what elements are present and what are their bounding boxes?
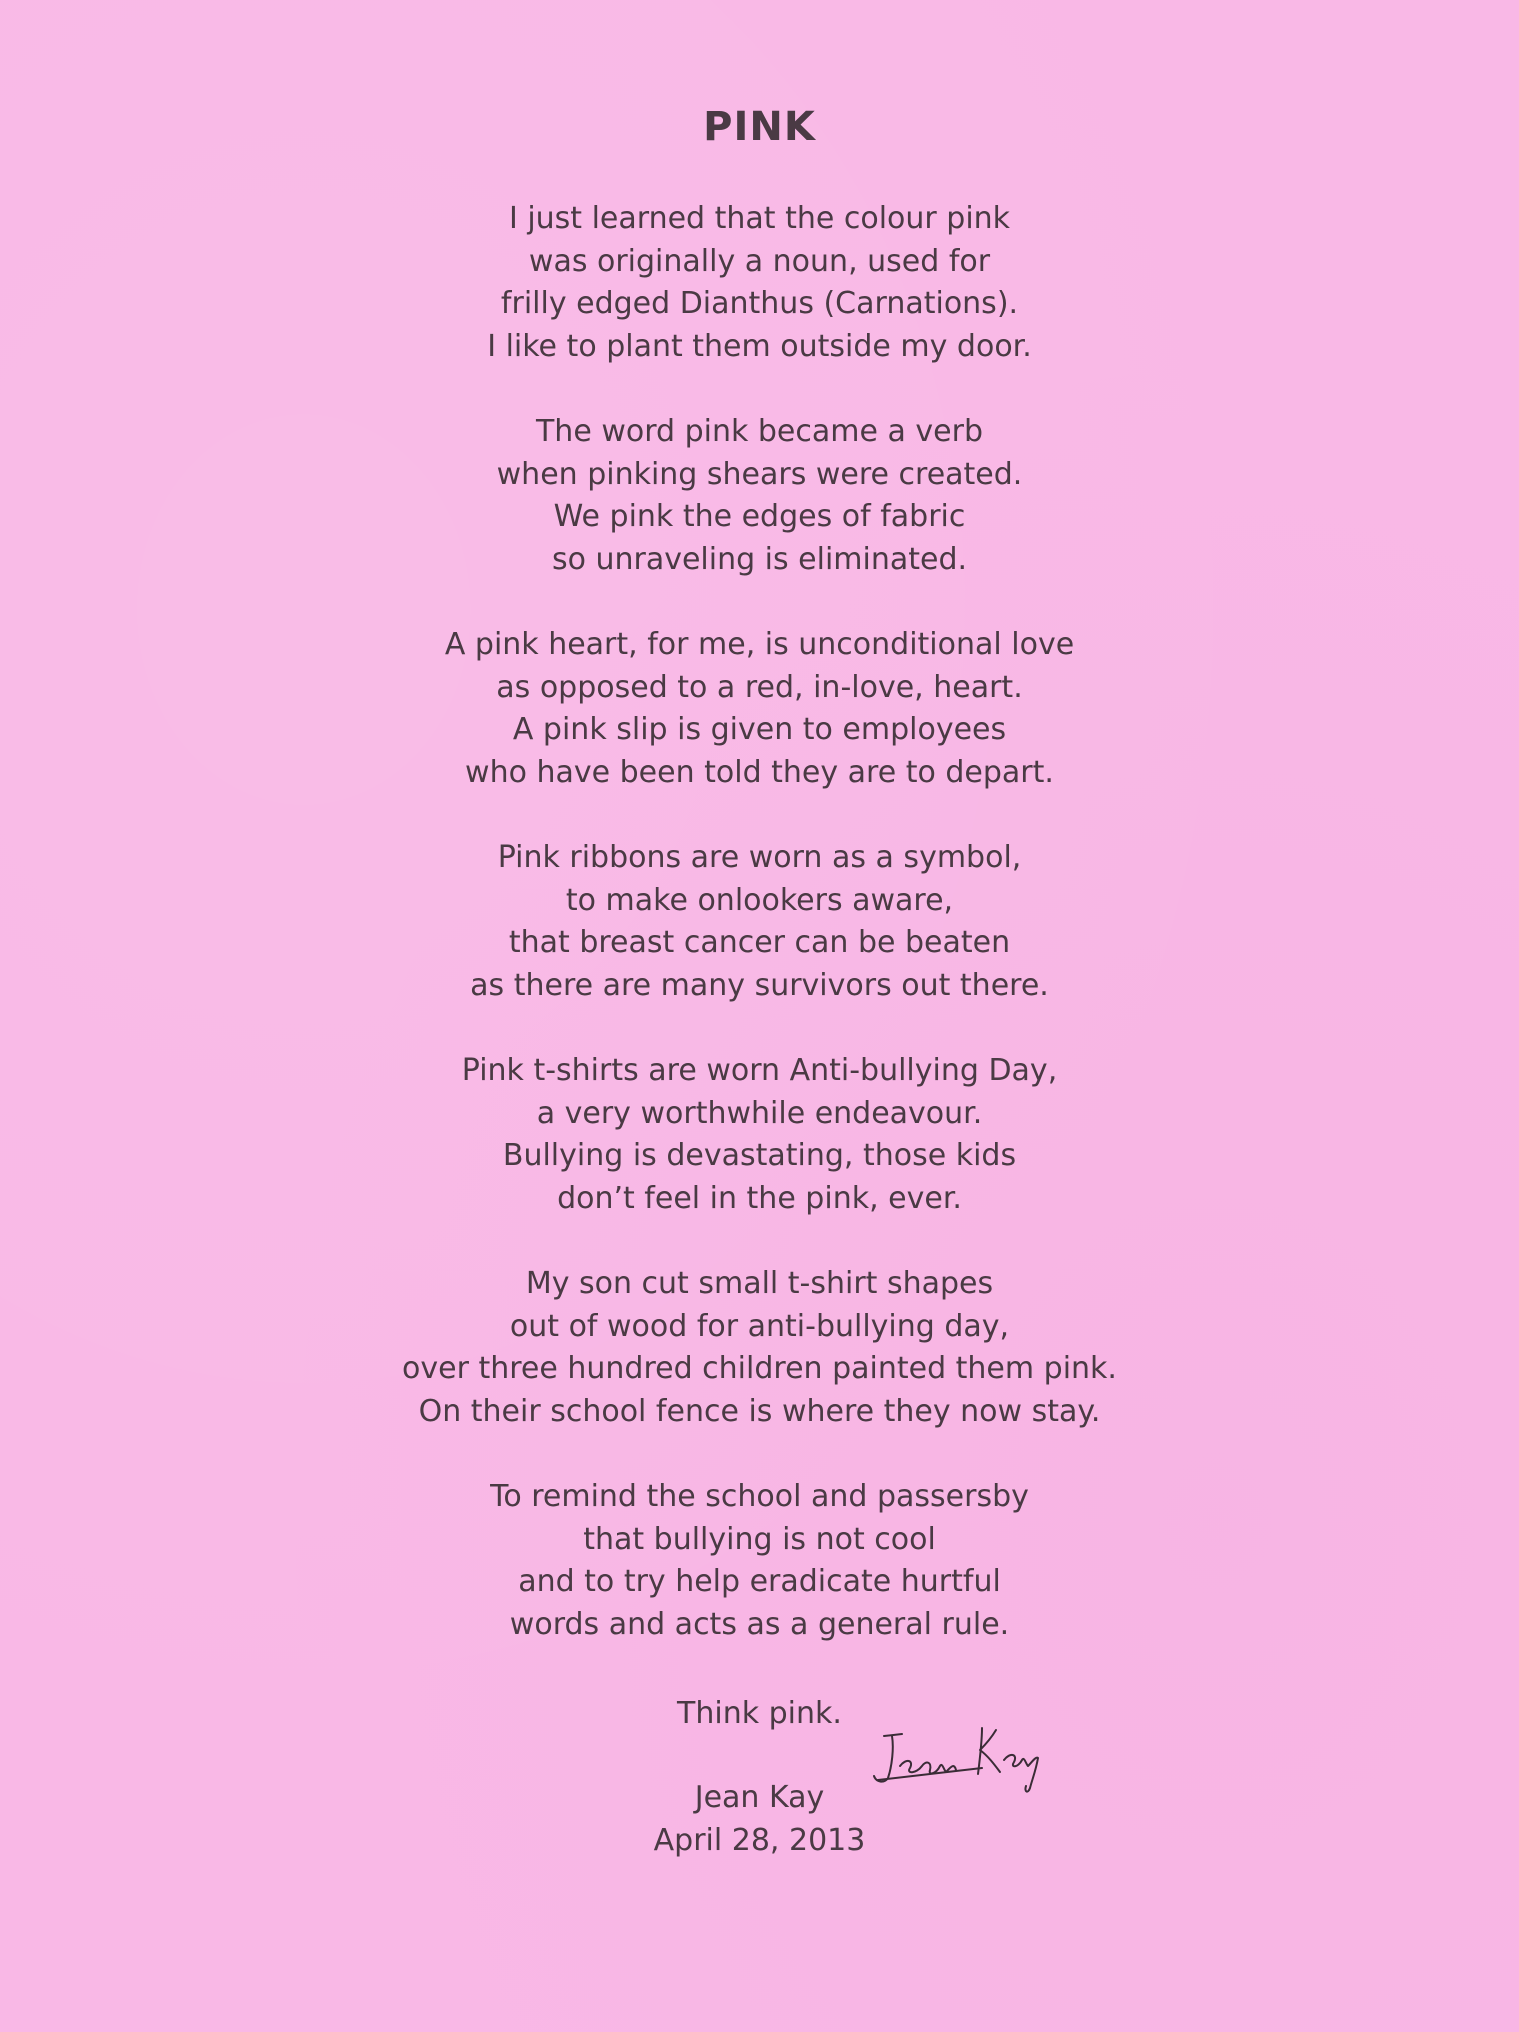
closing-line [0,1693,1519,1736]
poem-line: My son cut small t-shirt shapes [525,1266,994,1301]
poem-line: A pink heart, for me, is unconditional love [444,627,1075,662]
poem-line: On their school fence is where they now stay. [418,1393,1101,1429]
author-name: Jean Kay [694,1780,825,1815]
stanza-1 [0,198,1519,368]
stanza-2 [0,411,1519,581]
poem-line: as opposed to a red, in-love, heart. [496,669,1023,705]
poem-line: and to try help eradicate hurtful [518,1564,1001,1599]
poem-line: Pink t-shirts are worn Anti-bullying Day, [461,1053,1058,1088]
poem-line: The word pink became a verb [535,414,983,449]
closing-text: Think pink. [677,1696,842,1731]
poem-title: PINK [703,104,816,150]
poem-line: to make onlookers aware, [565,882,954,918]
poem-line: was originally a noun, used for [528,243,991,279]
poem-line: words and acts as a general rule. [509,1606,1010,1642]
poem-line: frilly edged Dianthus (Carnations). [500,286,1019,321]
poem-line: don’t feel in the pink, ever. [557,1180,962,1216]
poem-line: so unraveling is eliminated. [551,541,968,577]
stanza-6 [0,1263,1519,1433]
poem-line: a very worthwhile endeavour. [536,1095,983,1131]
poem-line: I just learned that the colour pink [508,201,1011,236]
poem-line: To remind the school and passersby [490,1479,1029,1514]
stanza-5 [0,1050,1519,1220]
poem-line: A pink slip is given to employees [512,712,1007,747]
poem-line: out of wood for anti-bullying day, [509,1308,1010,1344]
poem-line: Pink ribbons are worn as a symbol, [497,840,1022,875]
poem-body [0,198,1519,1689]
poem-line: as there are many survivors out there. [470,967,1049,1003]
poem-line: Bullying is devastating, those kids [502,1138,1017,1173]
poem-line: over three hundred children painted them pink. [402,1351,1117,1386]
poem-line: that bullying is not cool [583,1521,936,1557]
poem-line: when pinking shears were created. [496,456,1023,492]
poem-line: who have been told they are to depart. [465,754,1054,790]
stanza-7 [0,1476,1519,1646]
stanza-4 [0,837,1519,1007]
stanza-3 [0,624,1519,794]
author-block [0,1777,1519,1862]
poem-line: I like to plant them outside my door. [487,328,1032,364]
poem-line: that breast cancer can be beaten [508,925,1011,960]
poem-date: April 28, 2013 [653,1822,866,1858]
poem-line: We pink the edges of fabric [553,499,966,534]
